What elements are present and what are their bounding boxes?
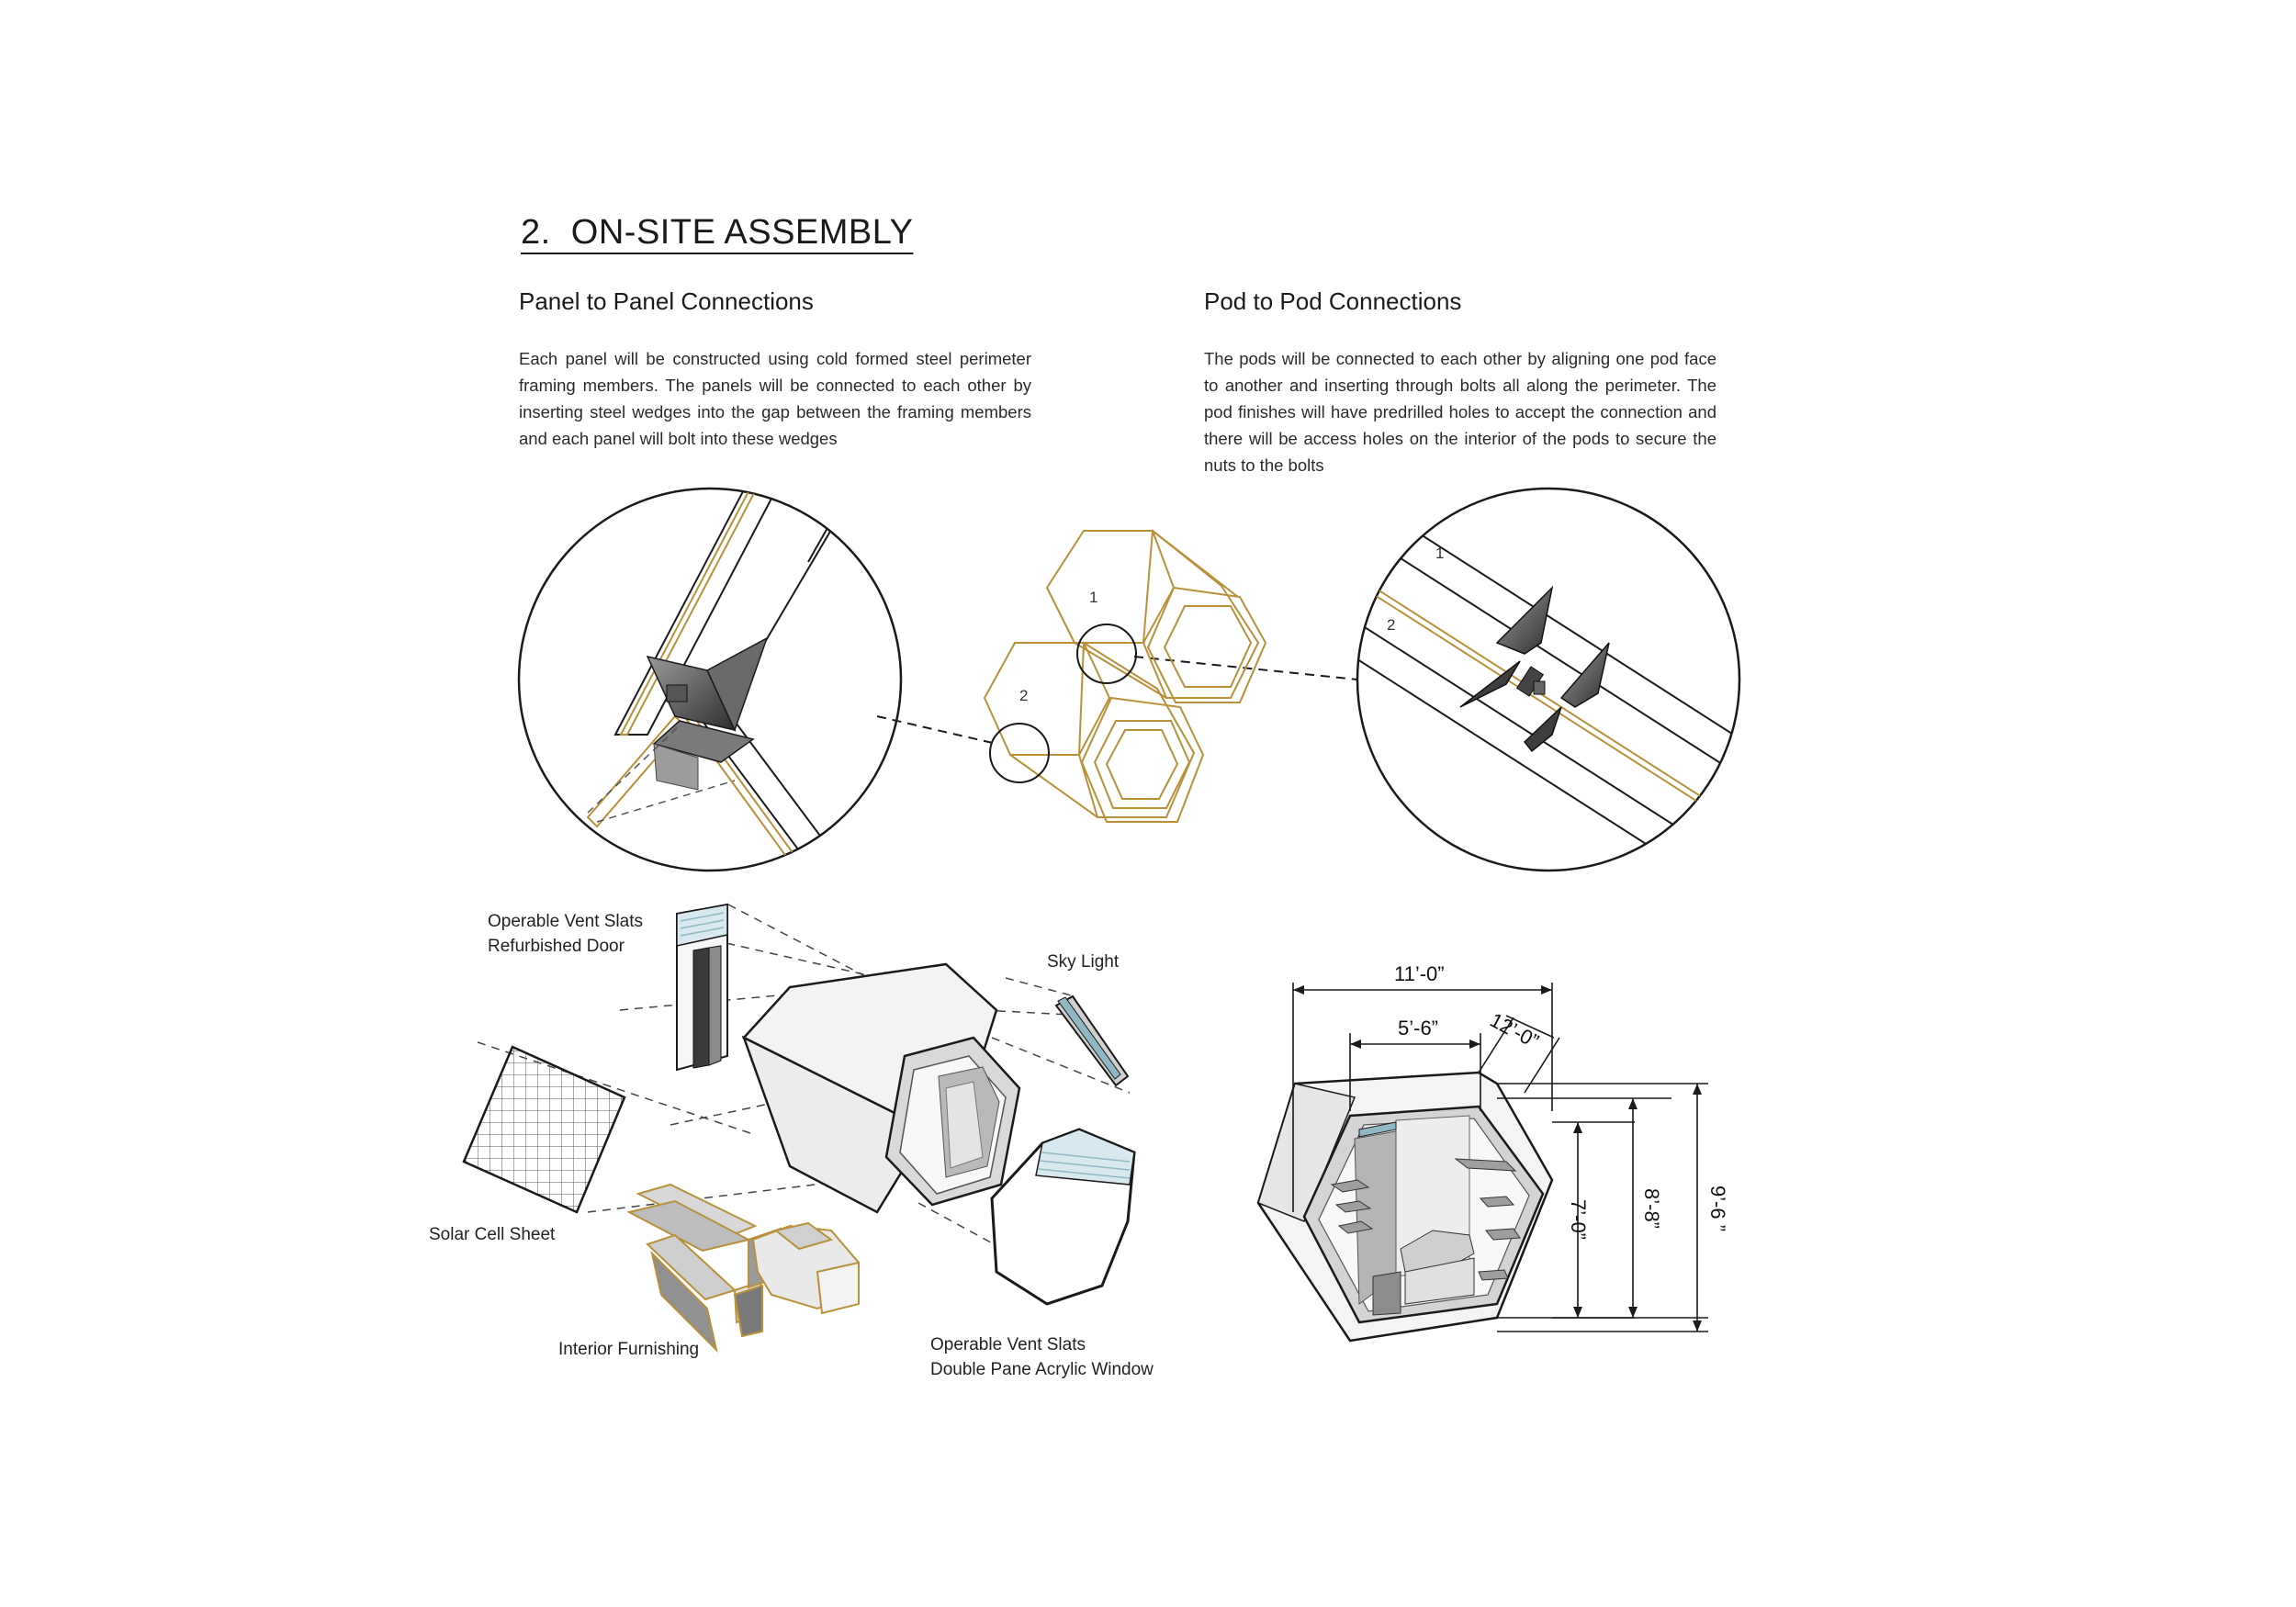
label-solar-cell-sheet: Solar Cell Sheet [429,1225,556,1244]
dim-height-mid: 8’-8” [1640,1187,1663,1230]
label-vent-slats-window: Operable Vent Slats [930,1335,1086,1354]
pod-description: The pods will be connected to each other by aligning one pod face to another and inserting through bolts all along the perimeter. The pod finishes will have predrilled holes to accept the connection and there will be access holes on the interior of the pods to secure the nuts to the bolts [1204,349,1716,475]
dimensioned-pod-section [1258,983,1708,1341]
pod-connection-detail [1332,478,1791,937]
dim-width: 11’-0” [1394,962,1445,985]
dim-inner-width: 5’-6” [1398,1017,1439,1039]
exploded-pod-diagram [464,905,1134,1350]
panel-description: Each panel will be constructed using cold formed steel perimeter framing members. The panels will be connected to each other by inserting steel wedges into the gap between the framing members and each panel will bolt into these wedges [519,349,1031,448]
panel-heading: Panel to Panel Connections [519,287,814,315]
label-acrylic-window: Double Pane Acrylic Window [930,1360,1154,1379]
label-refurbished-door: Refurbished Door [488,937,625,956]
detail-label-1: 1 [1435,545,1445,562]
label-vent-slats-door: Operable Vent Slats [488,912,643,931]
connection-marker-2 [990,724,1049,782]
connection-marker-1 [1077,624,1136,683]
detail-label-2: 2 [1387,616,1396,634]
dim-height-inner: 7’-0” [1567,1198,1590,1241]
pod-heading: Pod to Pod Connections [1204,287,1462,315]
pod-label-2: 2 [1019,687,1029,704]
label-sky-light: Sky Light [1047,952,1120,972]
label-interior-furnishing: Interior Furnishing [558,1340,700,1359]
dim-depth: 12’-0” [1486,1008,1543,1053]
panel-connection-detail [519,367,918,918]
section-title: 2. ON-SITE ASSEMBLY [521,213,914,252]
pod-label-1: 1 [1089,589,1098,606]
dim-height-total: 9’-6 ” [1706,1185,1729,1232]
